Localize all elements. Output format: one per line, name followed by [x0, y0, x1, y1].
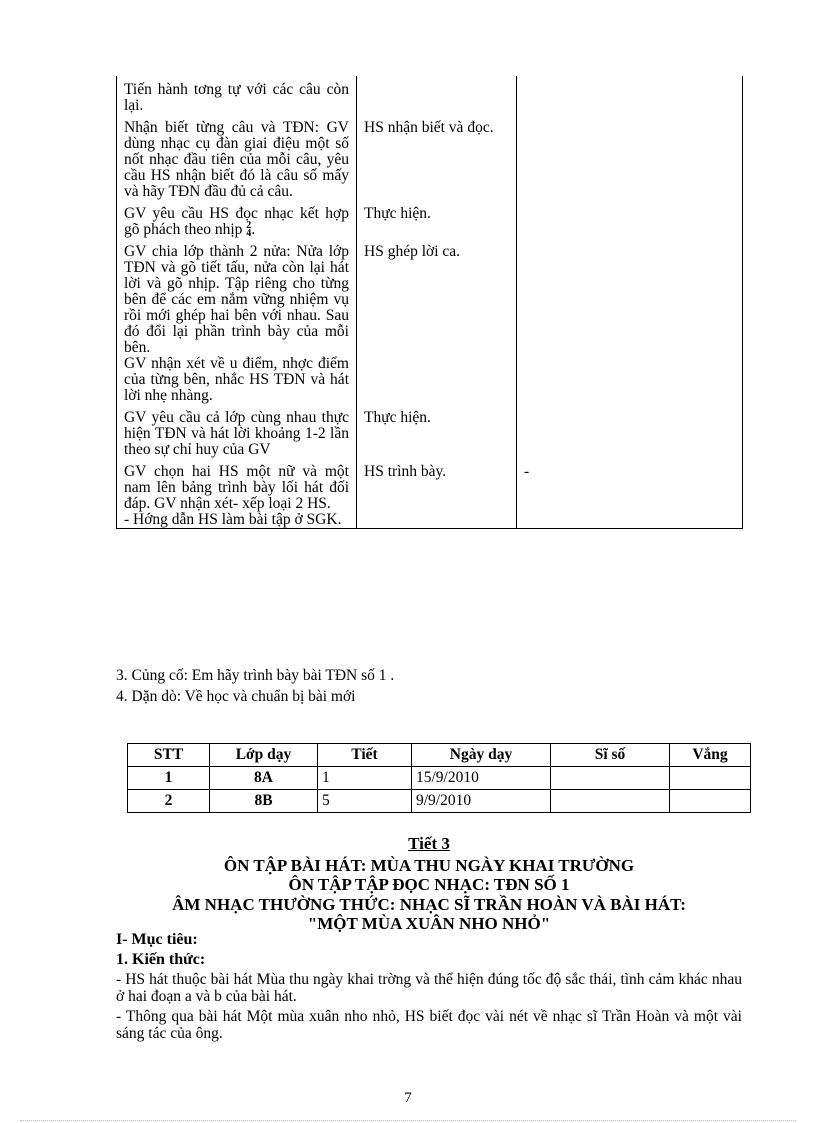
student-activity-cell: Thực hiện.	[357, 200, 517, 238]
teacher-activity-cell: Nhận biết từng câu và TĐN: GV dùng nhạc cụ đàn giai điệu một số nốt nhạc đầu tiên của mỗi câu, yêu cầu HS nhận biết đó là câu số mấy và hãy TĐN đầu đủ cả câu.	[117, 114, 357, 200]
notes-cell	[517, 114, 743, 200]
table-row	[117, 404, 743, 458]
student-activity-cell: HS nhận biết và đọc.	[357, 114, 517, 200]
header-size: Sĩ số	[551, 744, 670, 767]
header-class: Lớp dạy	[210, 744, 318, 767]
student-activity-cell: HS ghép lời ca.	[357, 238, 517, 404]
time-signature: 2 4	[246, 220, 252, 239]
table-row	[117, 458, 743, 529]
teacher-activity-cell: GV chọn hai HS một nữ và một nam lên bảng trình bày lối hát đối đáp. GV nhận xét- xếp loại 2 HS. - Hớng dẫn HS làm bài tập ở SGK.	[117, 458, 357, 529]
student-activity-cell: HS trình bày.	[357, 458, 517, 529]
header-date: Ngày dạy	[412, 744, 551, 767]
lesson-title-line4: "MỘT MÙA XUÂN NHO NHỎ"	[307, 914, 551, 933]
absent-cell	[670, 790, 751, 813]
lesson-title-line2: ÔN TẬP TẬP ĐỌC NHẠC: TĐN SỐ 1	[288, 875, 570, 894]
objective-point-1: - HS hát thuộc bài hát Mùa thu ngày khai trờng và thể hiện đúng tốc độ sắc thái, tình cảm khác nhau ở hai đoạn a và b của bài hát.	[116, 971, 742, 1005]
table-row	[117, 238, 743, 404]
size-cell	[551, 790, 670, 813]
lesson-title-line1: ÔN TẬP BÀI HÁT: MÙA THU NGÀY KHAI TRƯỜNG	[223, 856, 635, 875]
table-row	[117, 76, 743, 114]
page-footer-divider	[20, 1120, 796, 1121]
teacher-activity-cell: GV chia lớp thành 2 nửa: Nửa lớp TĐN và gõ tiết tấu, nửa còn lại hát lời và gõ nhịp. Tập riêng cho từng bên để các em nắm vững nhiệm vụ rồi mới ghép hai bên với nhau. Sau đó đổi lại phần trình bày của mỗi bên. GV nhận xét về u điểm, nhợc điểm của từng bên, nhắc HS TĐN và hát lời nhẹ nhàng.	[117, 238, 357, 404]
class-cell: 8A	[210, 767, 318, 790]
notes-cell	[517, 238, 743, 404]
schedule-table	[127, 743, 751, 813]
student-activity-cell	[357, 76, 517, 114]
header-period: Tiết	[318, 744, 412, 767]
teacher-activity-cell: GV yêu cầu HS đọc nhạc kết hợp gõ phách theo nhịp 2 4 .	[117, 200, 357, 238]
period-cell: 5	[318, 790, 412, 813]
stt-cell: 1	[128, 767, 210, 790]
date-cell: 15/9/2010	[412, 767, 551, 790]
table-row	[117, 114, 743, 200]
period-cell: 1	[318, 767, 412, 790]
notes-cell	[517, 404, 743, 458]
homework-note: 4. Dặn dò: Về học và chuẩn bị bài mới	[116, 688, 356, 705]
table-row	[128, 767, 751, 790]
class-cell: 8B	[210, 790, 318, 813]
objective-point-2: - Thông qua bài hát Một mùa xuân nho nhỏ, HS biết đọc vài nét về nhạc sĩ Trần Hoàn và một vài sáng tác của ông.	[116, 1008, 742, 1042]
size-cell	[551, 767, 670, 790]
notes-cell	[517, 76, 743, 114]
student-activity-cell: Thực hiện.	[357, 404, 517, 458]
consolidation-note: 3. Củng cố: Em hãy trình bày bài TĐN số 1 .	[116, 667, 395, 684]
stt-cell: 2	[128, 790, 210, 813]
teacher-activity-cell: Tiến hành tơng tự với các câu còn lại.	[117, 76, 357, 114]
notes-cell	[517, 200, 743, 238]
lesson-number: Tiết 3	[408, 834, 450, 853]
table-row	[128, 790, 751, 813]
schedule-header-row	[128, 744, 751, 767]
lesson-activity-table	[116, 76, 743, 529]
teacher-activity-cell: GV yêu cầu cả lớp cùng nhau thực hiện TĐN và hát lời khoảng 1-2 lần theo sự chỉ huy của GV	[117, 404, 357, 458]
knowledge-title: 1. Kiến thức:	[116, 951, 206, 968]
page-number: 7	[404, 1090, 412, 1106]
table-row	[117, 200, 743, 238]
header-stt: STT	[128, 744, 210, 767]
date-cell: 9/9/2010	[412, 790, 551, 813]
lesson-title-line3: ÂM NHẠC THƯỜNG THỨC: NHẠC SĨ TRẦN HOÀN VÀ BÀI HÁT:	[172, 895, 686, 914]
absent-cell	[670, 767, 751, 790]
objectives-title: I- Mục tiêu:	[116, 931, 198, 948]
notes-cell: -	[517, 458, 743, 529]
header-absent: Vắng	[670, 744, 751, 767]
